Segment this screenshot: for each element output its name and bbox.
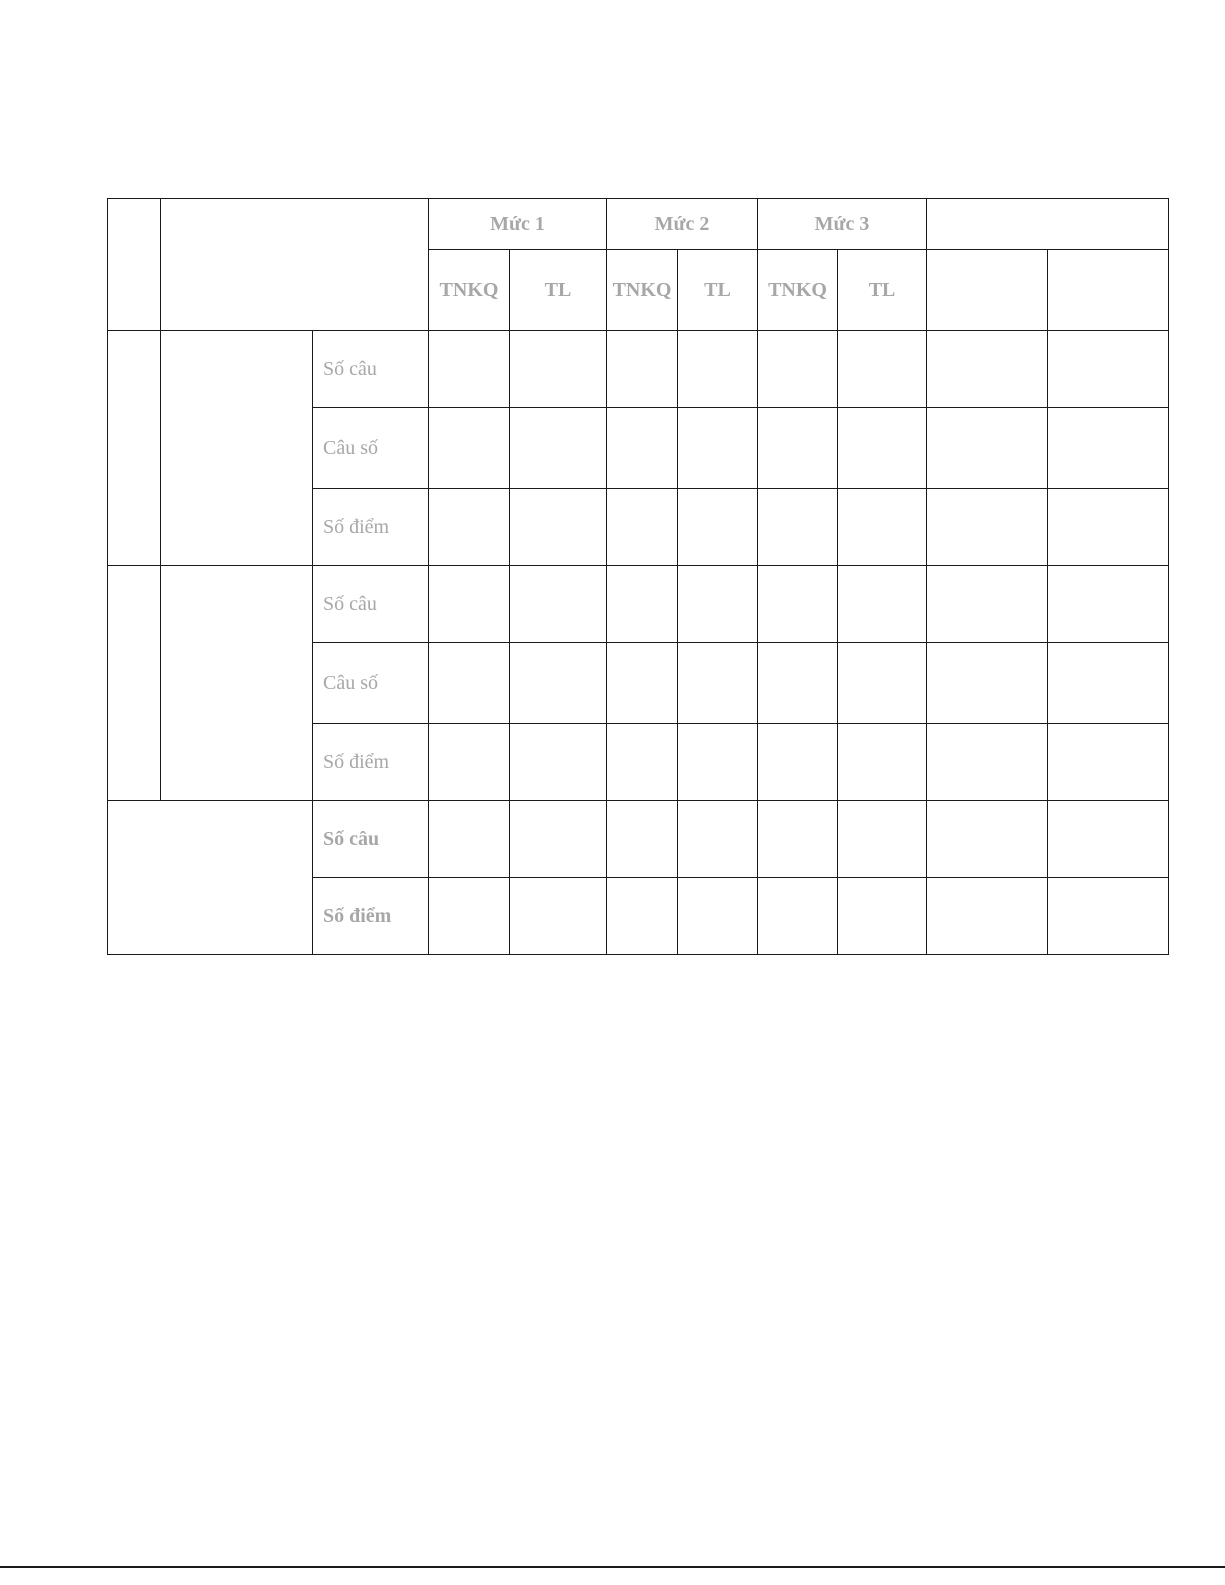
header-type-tl-2: TL [678,250,758,331]
cell [838,643,927,724]
cell [607,408,678,489]
cell [510,489,607,566]
cell [1048,489,1169,566]
total-label-cell [108,801,313,955]
cell [678,643,758,724]
cell [927,566,1048,643]
cell [510,643,607,724]
cell [429,801,510,878]
cell [678,801,758,878]
cell [927,643,1048,724]
cell [429,724,510,801]
header-blank-topic [161,199,429,331]
cell [607,801,678,878]
cell [838,724,927,801]
assessment-matrix-table [107,198,1169,955]
cell [510,331,607,408]
group-2-topic-cell [161,566,313,801]
cell [1048,878,1169,955]
cell [1048,331,1169,408]
cell [510,801,607,878]
row-label-so-cau: Số câu [313,331,429,408]
cell [607,878,678,955]
group-1-topic-cell [161,331,313,566]
header-type-tnkq-1: TNKQ [429,250,510,331]
cell [678,566,758,643]
table-row [108,566,1169,643]
cell [607,566,678,643]
cell [758,566,838,643]
table-row [108,331,1169,408]
cell [838,331,927,408]
cell [510,878,607,955]
group-1-index-cell [108,331,161,566]
cell [607,643,678,724]
header-level-3: Mức 3 [758,199,927,250]
cell [927,878,1048,955]
cell [927,724,1048,801]
cell [838,408,927,489]
cell [838,489,927,566]
row-label-cau-so: Câu số [313,643,429,724]
cell [838,878,927,955]
cell [758,643,838,724]
cell [429,566,510,643]
header-level-1: Mức 1 [429,199,607,250]
cell [758,331,838,408]
cell [1048,724,1169,801]
cell [607,489,678,566]
header-blank-total-a [927,250,1048,331]
table-row [108,801,1169,878]
cell [429,331,510,408]
cell [510,566,607,643]
cell [927,489,1048,566]
cell [1048,408,1169,489]
cell [758,724,838,801]
cell [429,489,510,566]
header-blank-total-b [1048,250,1169,331]
total-row-label-so-cau: Số câu [313,801,429,878]
cell [678,331,758,408]
total-row-label-so-diem: Số điểm [313,878,429,955]
cell [927,408,1048,489]
header-blank-total [927,199,1169,250]
header-row-levels [108,199,1169,250]
cell [1048,566,1169,643]
cell [429,643,510,724]
cell [758,408,838,489]
cell [607,331,678,408]
header-type-tnkq-3: TNKQ [758,250,838,331]
cell [607,724,678,801]
cell [678,408,758,489]
row-label-so-cau: Số câu [313,566,429,643]
cell [510,724,607,801]
row-label-cau-so: Câu số [313,408,429,489]
cell [1048,643,1169,724]
cell [758,878,838,955]
cell [678,724,758,801]
cell [510,408,607,489]
header-blank-index [108,199,161,331]
cell [678,878,758,955]
cell [927,801,1048,878]
row-label-so-diem: Số điểm [313,724,429,801]
cell [429,408,510,489]
cell [838,801,927,878]
cell [758,489,838,566]
header-level-2: Mức 2 [607,199,758,250]
cell [429,878,510,955]
cell [758,801,838,878]
page-bottom-rule [0,1566,1225,1568]
header-type-tl-1: TL [510,250,607,331]
cell [1048,801,1169,878]
header-type-tnkq-2: TNKQ [607,250,678,331]
group-2-index-cell [108,566,161,801]
cell [678,489,758,566]
header-type-tl-3: TL [838,250,927,331]
cell [838,566,927,643]
cell [927,331,1048,408]
row-label-so-diem: Số điểm [313,489,429,566]
